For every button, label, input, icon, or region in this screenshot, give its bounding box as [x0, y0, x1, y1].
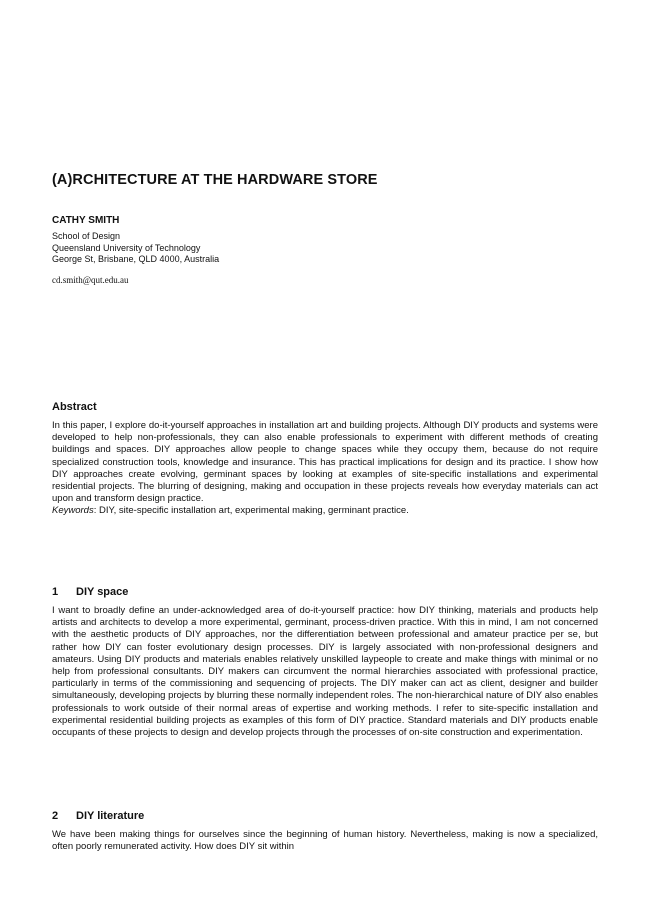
section-title: DIY literature: [76, 810, 145, 822]
section-title: DIY space: [76, 586, 129, 598]
author-name: CATHY SMITH: [52, 215, 120, 226]
abstract-body: In this paper, I explore do-it-yourself approaches in installation art and building projects. Although DIY products and systems were developed to help non-professionals, they can also enable professionals to experiment with different methods of creating buildings and spaces. DIY approaches allow people to change spaces while they occupy them, because do not require specialized construction tools, knowledge and insurance. This has practical implications for design and its practice. I show how DIY approaches create evolving, germinant spaces by looking at examples of site-specific installations and experimental residential projects. The blurring of designing, making and occupation in these projects reveals how everyday materials can act upon and transform design practice.: [52, 420, 598, 505]
abstract-section: [52, 400, 598, 518]
abstract-heading: Abstract: [52, 401, 97, 413]
keywords-text: : DIY, site-specific installation art, experimental making, germinant practice.: [93, 505, 409, 517]
section-number: 2: [52, 810, 59, 822]
section-diy-literature: [52, 809, 598, 853]
section-heading: [52, 809, 598, 823]
section-diy-space: [52, 585, 598, 739]
keywords-label: Keywords: [52, 505, 94, 517]
author-block: [52, 214, 452, 286]
affiliation-address: George St, Brisbane, QLD 4000, Australia: [52, 254, 220, 264]
affiliation-university: Queensland University of Technology: [52, 242, 201, 253]
section-body: We have been making things for ourselves since the beginning of human history. Nevertheless, making is now a specialized, often poorly remunerated activity. How does DIY sit within: [52, 829, 598, 853]
keywords-line: [52, 505, 598, 517]
paper-title: (A)RCHITECTURE AT THE HARDWARE STORE: [52, 172, 378, 188]
affiliation-department: School of Design: [52, 231, 121, 241]
author-email: cd.smith@qut.edu.au: [52, 274, 129, 285]
section-body: I want to broadly define an under-acknowledged area of do-it-yourself practice: how DIY thinking, materials and products help artists and architects to develop a more experimental, germinant, process-driven practice. With this in mind, I am not concerned with the aesthetic products of DIY approaches, nor the differentiation between professional and amateur practice per se, but rather how DIY can foster evolutionary design processes. DIY is largely associated with non-professional designers and amateurs. Using DIY products and materials enables relatively unskilled laypeople to create and make things with minimal or no help from professional consultants. DIY makers can circumvent the normal hierarchies associated with professional practice, particularly in terms of the commissioning and sequencing of projects. The DIY maker can act as client, designer and builder simultaneously, developing projects by blurring these normally independent roles. The non-hierarchical nature of DIY also enables professionals to work outside of their normal areas of expertise and working methods. I refer to site-specific installation and experimental residential building projects as examples of this form of DIY practice. Standard materials and DIY products enable occupants of these projects to design and develop projects through the processes of on-site construction and experimentation.: [52, 605, 598, 739]
section-number: 1: [52, 586, 59, 598]
section-heading: [52, 585, 598, 599]
